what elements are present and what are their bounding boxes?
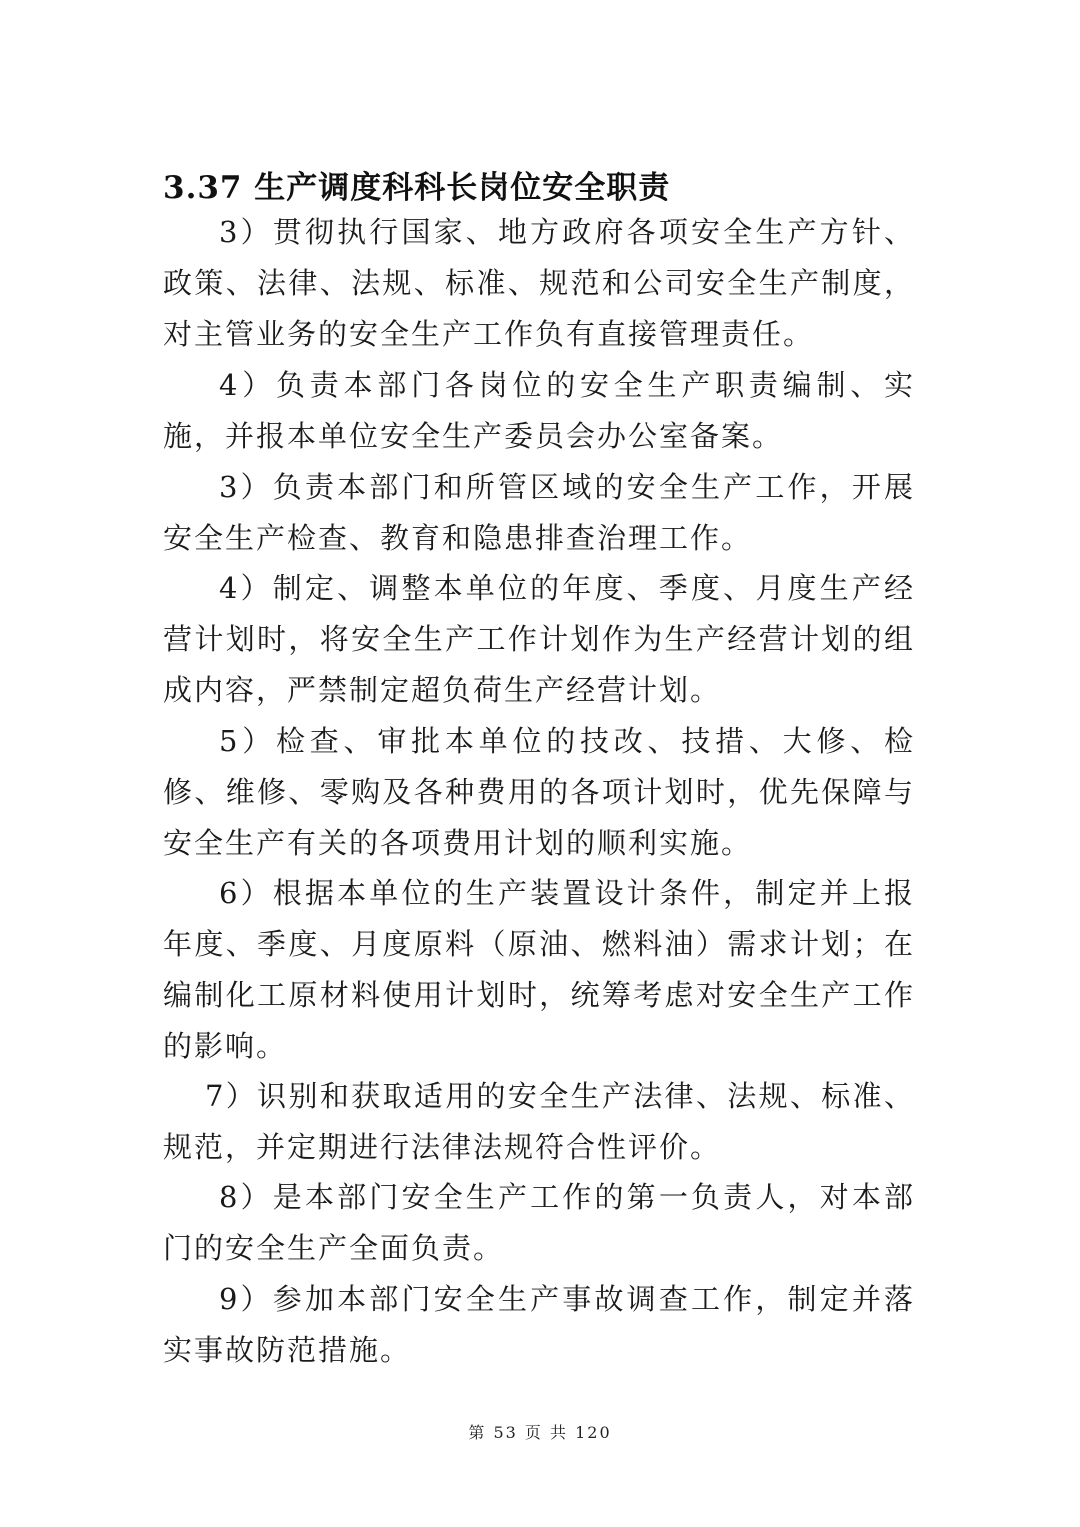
paragraph: 7）识别和获取适用的安全生产法律、法规、标准、规范，并定期进行法律法规符合性评价。 [163,1079,915,1164]
paragraph: 3）负责本部门和所管区域的安全生产工作，开展安全生产检查、教育和隐患排查治理工作。 [163,470,915,555]
paragraph: 9）参加本部门安全生产事故调查工作，制定并落实事故防范措施。 [163,1282,915,1367]
paragraph: 4）负责本部门各岗位的安全生产职责编制、实施，并报本单位安全生产委员会办公室备案。 [163,368,915,453]
paragraph: 6）根据本单位的生产装置设计条件，制定并上报年度、季度、月度原料（原油、燃料油）需求计划；在编制化工原材料使用计划时，统筹考虑对安全生产工作的影响。 [163,876,915,1063]
paragraph: 3）贯彻执行国家、地方政府各项安全生产方针、政策、法律、法规、标准、规范和公司安全生产制度，对主管业务的安全生产工作负有直接管理责任。 [163,215,915,351]
paragraph: 5）检查、审批本单位的技改、技措、大修、检修、维修、零购及各种费用的各项计划时，优先保障与安全生产有关的各项费用计划的顺利实施。 [163,724,915,860]
section-heading: 3.37 生产调度科科长岗位安全职责 [163,170,671,206]
paragraph: 8）是本部门安全生产工作的第一负责人，对本部门的安全生产全面负责。 [163,1180,915,1265]
paragraph: 4）制定、调整本单位的年度、季度、月度生产经营计划时，将安全生产工作计划作为生产经营计划的组成内容，严禁制定超负荷生产经营计划。 [163,571,915,707]
page-number: 第 53 页 共 120 [468,1423,612,1442]
